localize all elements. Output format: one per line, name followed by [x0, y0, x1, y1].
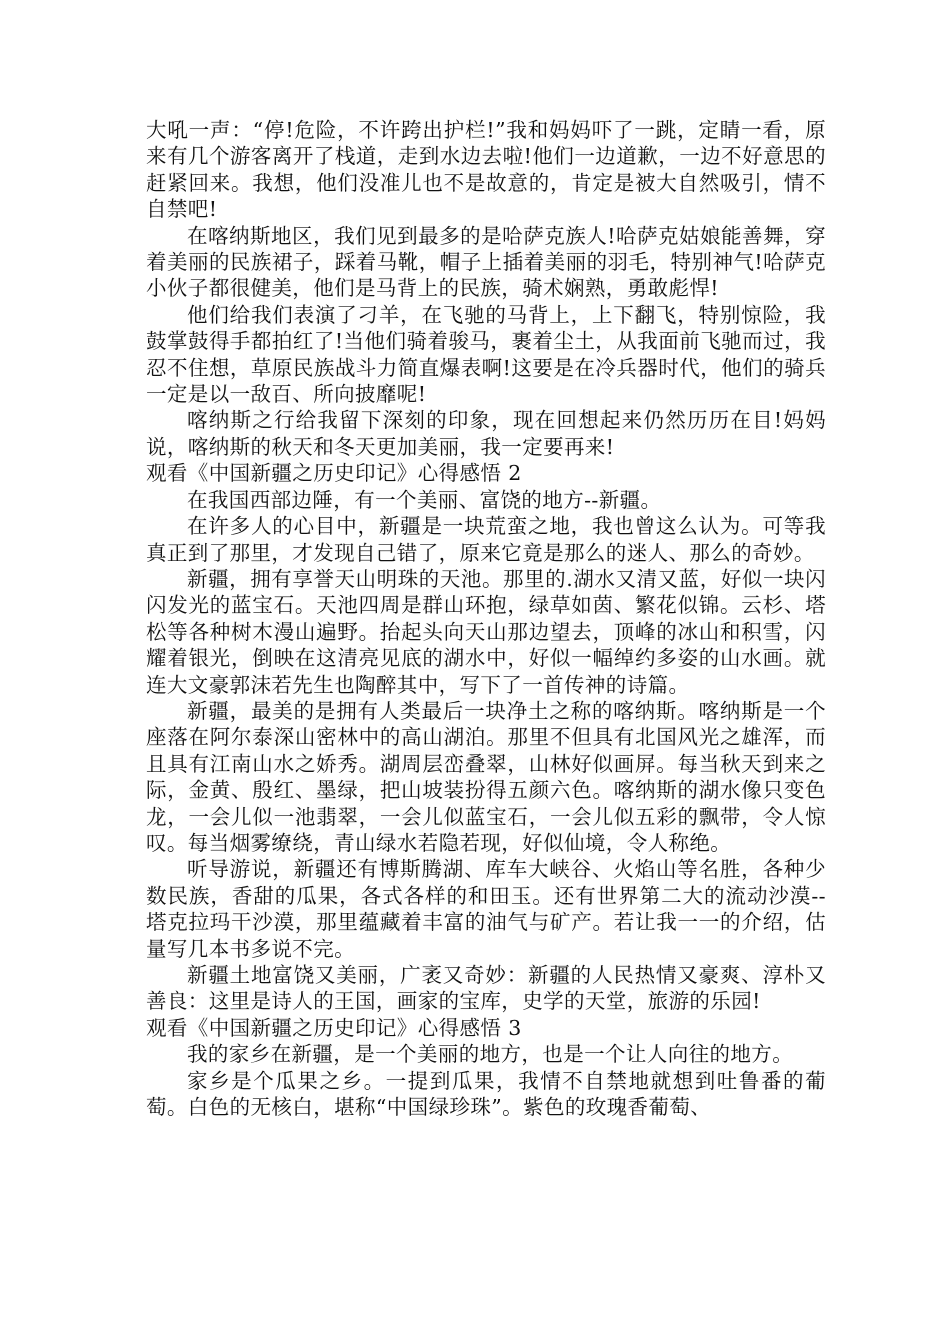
- paragraph: 喀纳斯之行给我留下深刻的印象，现在回想起来仍然历历在目!妈妈说，喀纳斯的秋天和冬天更加美丽，我一定要再来!: [146, 408, 826, 459]
- paragraph: 大吼一声：“停!危险，不许跨出护栏!”我和妈妈吓了一跳，定睛一看，原来有几个游客离开了栈道，走到水边去啦!他们一边道歉，一边不好意思的赶紧回来。我想，他们没准儿也不是故意的，肯定是被大自然吸引，情不自禁吧!: [146, 118, 826, 222]
- paragraph: 在许多人的心目中，新疆是一块荒蛮之地，我也曾这么认为。可等我真正到了那里，才发现自己错了，原来它竟是那么的迷人、那么的奇妙。: [146, 514, 826, 565]
- paragraph: 我的家乡在新疆，是一个美丽的地方，也是一个让人向往的地方。: [187, 1042, 794, 1067]
- section-heading: 观看《中国新疆之历史印记》心得感悟 2: [146, 461, 522, 486]
- paragraph: 在喀纳斯地区，我们见到最多的是哈萨克族人!哈萨克姑娘能善舞，穿着美丽的民族裙子，踩着马靴，帽子上插着美丽的羽毛，特别神气!哈萨克小伙子都很健美，他们是马背上的民族，骑术娴熟，勇敢彪悍!: [146, 223, 826, 301]
- document-body: [146, 117, 826, 1120]
- paragraph: 他们给我们表演了刁羊，在飞驰的马背上，上下翻飞，特别惊险，我鼓掌鼓得手都拍红了!当他们骑着骏马，裹着尘土，从我面前飞驰而过，我忍不住想，草原民族战斗力简直爆表啊!这要是在冷兵器时代，他们的骑兵一定是以一敌百、所向披靡呢!: [146, 302, 826, 407]
- paragraph: 在我国西部边陲，有一个美丽、富饶的地方--新疆。: [187, 487, 662, 512]
- paragraph: 家乡是个瓜果之乡。一提到瓜果，我情不自禁地就想到吐鲁番的葡萄。白色的无核白，堪称“中国绿珍珠”。紫色的玫瑰香葡萄、: [146, 1068, 826, 1120]
- paragraph: 新疆，拥有享誉天山明珠的天池。那里的.湖水又清又蓝，好似一块闪闪发光的蓝宝石。天池四周是群山环抱，绿草如茵、繁花似锦。云杉、塔松等各种树木漫山遍野。抬起头向天山那边望去，顶峰的冰山和积雪，闪耀着银光，倒映在这清亮见底的湖水中，好似一幅绰约多姿的山水画。就连大文豪郭沫若先生也陶醉其中，写下了一首传神的诗篇。: [146, 566, 826, 697]
- paragraph: 听导游说，新疆还有博斯腾湖、库车大峡谷、火焰山等名胜，各种少数民族，香甜的瓜果，各式各样的和田玉。还有世界第二大的流动沙漠--塔克拉玛干沙漠，那里蕴藏着丰富的油气与矿产。若让我一一的介绍，估量写几本书多说不完。: [146, 857, 826, 961]
- paragraph: 新疆土地富饶又美丽，广袤又奇妙：新疆的人民热情又豪爽、淳朴又善良：这里是诗人的王国，画家的宝库，史学的天堂，旅游的乐园!: [146, 963, 826, 1014]
- paragraph: 新疆，最美的是拥有人类最后一块净土之称的喀纳斯。喀纳斯是一个座落在阿尔泰深山密林中的高山湖泊。那里不但具有北国风光之雄浑，而且具有江南山水之娇秀。湖周层峦叠翠，山林好似画屏。每当秋天到来之际，金黄、殷红、墨绿，把山坡装扮得五颜六色。喀纳斯的湖水像只变色龙，一会儿似一池翡翠，一会儿似蓝宝石，一会儿似五彩的飘带，令人惊叹。每当烟雾缭绕，青山绿水若隐若现，好似仙境，令人称绝。: [146, 698, 826, 855]
- section-heading: 观看《中国新疆之历史印记》心得感悟 3: [146, 1015, 522, 1040]
